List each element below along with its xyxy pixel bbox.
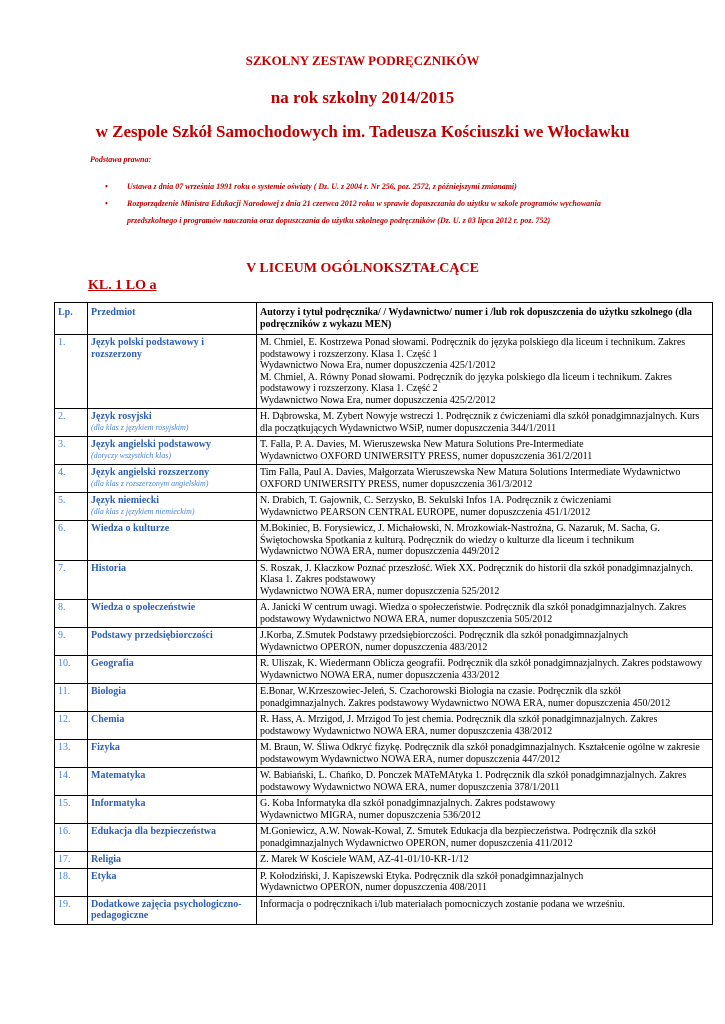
textbook-details [257,740,713,768]
textbook-details [257,465,713,493]
subject-name: Chemia [91,714,125,725]
textbook-line: Informacja o podręcznikach i/lub materiałach pomocniczych zostanie podana we wrześniu. [260,898,625,910]
subject-name: Historia [91,562,126,574]
textbook-details [257,493,713,521]
table-row [55,768,713,796]
textbook-line: S. Roszak, J. Kłaczkow Poznać przeszłość. Wiek XX. Podręcznik do historii dla szkół ponadgimnazjalnych. Klasa 1. Zakres podstawowy [260,562,693,585]
subject-name: Matematyka [91,770,146,781]
textbook-line: W. Babiański, L. Chańko, D. Ponczek MATeMAtyka 1. Podręcznik dla szkół ponadgimnazjalnych. Zakres podstawowy Wydawnictwo NOWA ERA, numer dopuszczenia 378/1/2011 [260,770,687,793]
row-number: 19. [55,896,88,924]
textbook-details [257,796,713,824]
legal-basis-item [105,178,645,195]
textbook-line: Wydawnictwo Nowa Era, numer dopuszczenia 425/2/2012 [260,394,496,406]
subject-name: Edukacja dla bezpieczeństwa [91,826,216,837]
subject-cell [88,656,257,684]
textbook-line: M. Chmiel, E. Kostrzewa Ponad słowami. Podręcznik do języka polskiego dla liceum i technikum. Zakres podstawowy i rozszerzony. Klasa 1. Część 1 [260,337,686,360]
table-row [55,437,713,465]
table-row [55,521,713,561]
subject-cell [88,600,257,628]
row-number: 5. [55,493,88,521]
subject-note: (dla klas z językiem rosyjskim) [91,422,189,432]
header-details: Autorzy i tytuł podręcznika/ / Wydawnictwo/ numer i /lub rok dopuszczenia do użytku szkolnego (dla podręczników z wykazu MEN) [257,303,713,335]
textbook-line: N. Drabich, T. Gajownik, C. Serzysko, B. Sekulski Infos 1A. Podręcznik z ćwiczeniami [260,495,612,506]
textbook-details [257,628,713,656]
table-row [55,824,713,852]
subject-note: (dotyczy wszystkich klas) [91,450,171,460]
table-row [55,796,713,824]
legal-basis-label: Podstawa prawna: [90,155,152,164]
subject-cell [88,465,257,493]
textbook-line: M.Goniewicz, A.W. Nowak-Kowal, Z. Smutek Edukacja dla bezpieczeństwa. Podręcznik dla szkół ponadgimnazjalnych Wydawnictwo OPERON, numer dopuszczenia 411/2012 [260,826,656,849]
textbook-line: H. Dąbrowska, M. Zybert Nowyje wstreczi 1. Podręcznik z ćwiczeniami dla szkół ponadgimnazjalnych. Kurs dla początkujących Wydawnictwo WSiP, numer dopuszczenia 344/1/2011 [260,411,700,434]
textbook-line: Wydawnictwo Nowa Era, numer dopuszczenia 425/1/2012 [260,360,496,371]
textbook-line: Wydawnictwo OPERON, numer dopuszczenia 483/2012 [260,641,488,653]
textbook-line: Wydawnictwo OXFORD UNIWERSITY PRESS, numer dopuszczenia 361/2/2011 [260,450,593,462]
row-number: 9. [55,628,88,656]
school-year-title: na rok szkolny 2014/2015 [270,88,455,107]
textbook-details [257,684,713,712]
row-number: 4. [55,465,88,493]
textbook-details [257,656,713,684]
textbook-line: M. Chmiel, A. Równy Ponad słowami. Podręcznik do języka polskiego dla liceum i technikum. Zakres podstawowy i rozszerzony. Klasa 1. Część 2 [260,371,672,394]
textbook-details [257,521,713,561]
row-number: 14. [55,768,88,796]
subject-cell [88,824,257,852]
subject-cell [88,493,257,521]
subject-name: Fizyka [91,742,120,753]
subject-cell [88,740,257,768]
table-row [55,656,713,684]
textbook-details [257,437,713,465]
textbook-line: Wydawnictwo NOWA ERA, numer dopuszczenia 449/2012 [260,546,500,557]
textbook-line: Wydawnictwo MIGRA, numer dopuszczenia 536/2012 [260,809,481,821]
table-row [55,409,713,437]
textbook-details [257,560,713,600]
subject-note: (dla klas z rozszerzonym angielskim) [91,478,209,488]
subject-name: Geografia [91,658,134,669]
textbook-line: R. Hass, A. Mrzigod, J. Mrzigod To jest chemia. Podręcznik dla szkół ponadgimnazjalnych. Zakres podstawowy Wydawnictwo NOWA ERA, numer dopuszczenia 438/2012 [260,714,658,737]
subject-name: Dodatkowe zajęcia psychologiczno-pedagogiczne [91,898,242,921]
table-row [55,896,713,924]
row-number: 1. [55,335,88,409]
textbook-line: M. Braun, W. Śliwa Odkryć fizykę. Podręcznik dla szkół ponadgimnazjalnych. Kształcenie ogólne w zakresie podstawowym Wydawnictwo NOWA ERA, numer dopuszczenia 447/2012 [260,742,700,765]
table-row [55,628,713,656]
textbook-details [257,335,713,409]
bullet-icon: • [105,182,108,191]
row-number: 12. [55,712,88,740]
subject-cell [88,521,257,561]
table-row [55,684,713,712]
subject-cell [88,684,257,712]
textbook-table [54,302,713,925]
textbook-line: Z. Marek W Kościele WAM, AZ-41-01/10-KR-1/12 [260,854,469,865]
textbook-details [257,852,713,869]
subject-cell [88,712,257,740]
textbook-details [257,712,713,740]
textbook-line: Wydawnictwo NOWA ERA, numer dopuszczenia 525/2012 [260,585,500,597]
subject-cell [88,852,257,869]
subject-name: Język niemiecki [91,495,160,506]
row-number: 7. [55,560,88,600]
subject-name: Informatyka [91,798,146,809]
subject-name: Religia [91,854,121,865]
textbook-line: Wydawnictwo PEARSON CENTRAL EUROPE, numer dopuszczenia 451/1/2012 [260,506,591,518]
row-number: 10. [55,656,88,684]
row-number: 17. [55,852,88,869]
textbook-line: A. Janicki W centrum uwagi. Wiedza o społeczeństwie. Podręcznik dla szkół ponadgimnazjalnych. Zakres podstawowy Wydawnictwo NOWA ERA, numer dopuszczenia 505/2012 [260,602,687,625]
table-row [55,868,713,896]
textbook-details [257,768,713,796]
table-row [55,465,713,493]
subject-cell [88,768,257,796]
subject-cell [88,868,257,896]
textbook-line: Tim Falla, Paul A. Davies, Małgorzata Wieruszewska New Matura Solutions Intermediate Wydawnictwo OXFORD UNIWERSITY PRESS, numer dopuszczenia 361/3/2012 [260,467,681,490]
row-number: 16. [55,824,88,852]
subject-cell [88,409,257,437]
subject-note: (dla klas z językiem niemieckim) [91,506,195,516]
table-row [55,560,713,600]
table-row [55,493,713,521]
header-lp: Lp. [55,303,88,335]
school-name-title: w Zespole Szkół Samochodowych im. Tadeusza Kościuszki we Włocławku [95,122,630,141]
textbook-line: J.Korba, Z.Smutek Podstawy przedsiębiorczości. Podręcznik dla szkół ponadgimnazjalnych [260,630,628,641]
row-number: 11. [55,684,88,712]
table-row [55,600,713,628]
textbook-details [257,824,713,852]
table-header-row [55,303,713,335]
subject-cell [88,437,257,465]
legal-basis-text: Ustawa z dnia 07 września 1991 roku o systemie oświaty ( Dz. U. z 2004 r. Nr 256, poz. 2572, z późniejszymi zmianami) [127,182,517,191]
subject-name: Język angielski podstawowy [91,439,212,450]
bullet-icon: • [105,199,108,208]
subject-cell [88,628,257,656]
textbook-line: E.Bonar, W.Krzeszowiec-Jeleń, S. Czachorowski Biologia na czasie. Podręcznik dla szkół ponadgimnazjalnych. Zakres podstawowy Wydawnictwo NOWA ERA, numer dopuszczenia 450/2012 [260,686,671,709]
section-title: V LICEUM OGÓLNOKSZTAŁCĄCE [246,261,479,276]
textbook-details [257,600,713,628]
subject-name: Podstawy przedsiębiorczości [91,630,213,641]
table-row [55,335,713,409]
textbook-line: Wydawnictwo OPERON, numer dopuszczenia 408/2011 [260,882,488,893]
subject-name: Język polski podstawowy i rozszerzony [91,337,205,360]
table-row [55,852,713,869]
row-number: 6. [55,521,88,561]
subject-name: Wiedza o kulturze [91,523,170,534]
textbook-line: M.Bokiniec, B. Forysiewicz, J. Michałowski, N. Mrozkowiak-Nastrożna, G. Nazaruk, M. Sacha, G. Świętochowska Spotkania z kulturą. Podręcznik do wiedzy o kulturze dla liceum i technikum [260,523,660,546]
document-title: SZKOLNY ZESTAW PODRĘCZNIKÓW [245,53,480,68]
class-label: KL. 1 LO a [88,278,157,293]
legal-basis-text: Rozporządzenie Ministra Edukacji Narodowej z dnia 21 czerwca 2012 roku w sprawie dopuszczania do użytku w szkole programów wychowania przedszkolnego i programów nauczania oraz dopuszczania do użytku szkolnego podręczników (Dz. U. z 03 lipca 2012 r. poz. 752) [127,199,601,225]
subject-cell [88,560,257,600]
subject-name: Biologia [91,686,127,697]
subject-name: Język rosyjski [91,411,152,422]
subject-name: Etyka [91,870,117,882]
subject-cell [88,896,257,924]
legal-basis-item [105,195,645,229]
row-number: 8. [55,600,88,628]
textbook-line: T. Falla, P. A. Davies, M. Wieruszewska New Matura Solutions Pre-Intermediate [260,439,584,450]
subject-name: Wiedza o społeczeństwie [91,602,196,613]
row-number: 2. [55,409,88,437]
textbook-details [257,896,713,924]
row-number: 15. [55,796,88,824]
row-number: 13. [55,740,88,768]
textbook-details [257,409,713,437]
row-number: 3. [55,437,88,465]
textbook-line: R. Uliszak, K. Wiedermann Oblicza geografii. Podręcznik dla szkół ponadgimnazjalnych. Zakres podstawowy Wydawnictwo NOWA ERA, numer dopuszczenia 433/2012 [260,658,703,681]
table-row [55,712,713,740]
header-subject: Przedmiot [88,303,257,335]
subject-cell [88,335,257,409]
subject-name: Język angielski rozszerzony [91,467,210,478]
row-number: 18. [55,868,88,896]
table-row [55,740,713,768]
textbook-line: G. Koba Informatyka dla szkół ponadgimnazjalnych. Zakres podstawowy [260,798,556,809]
textbook-details [257,868,713,896]
subject-cell [88,796,257,824]
textbook-line: P. Kołodziński, J. Kapiszewski Etyka. Podręcznik dla szkół ponadgimnazjalnych [260,870,584,882]
